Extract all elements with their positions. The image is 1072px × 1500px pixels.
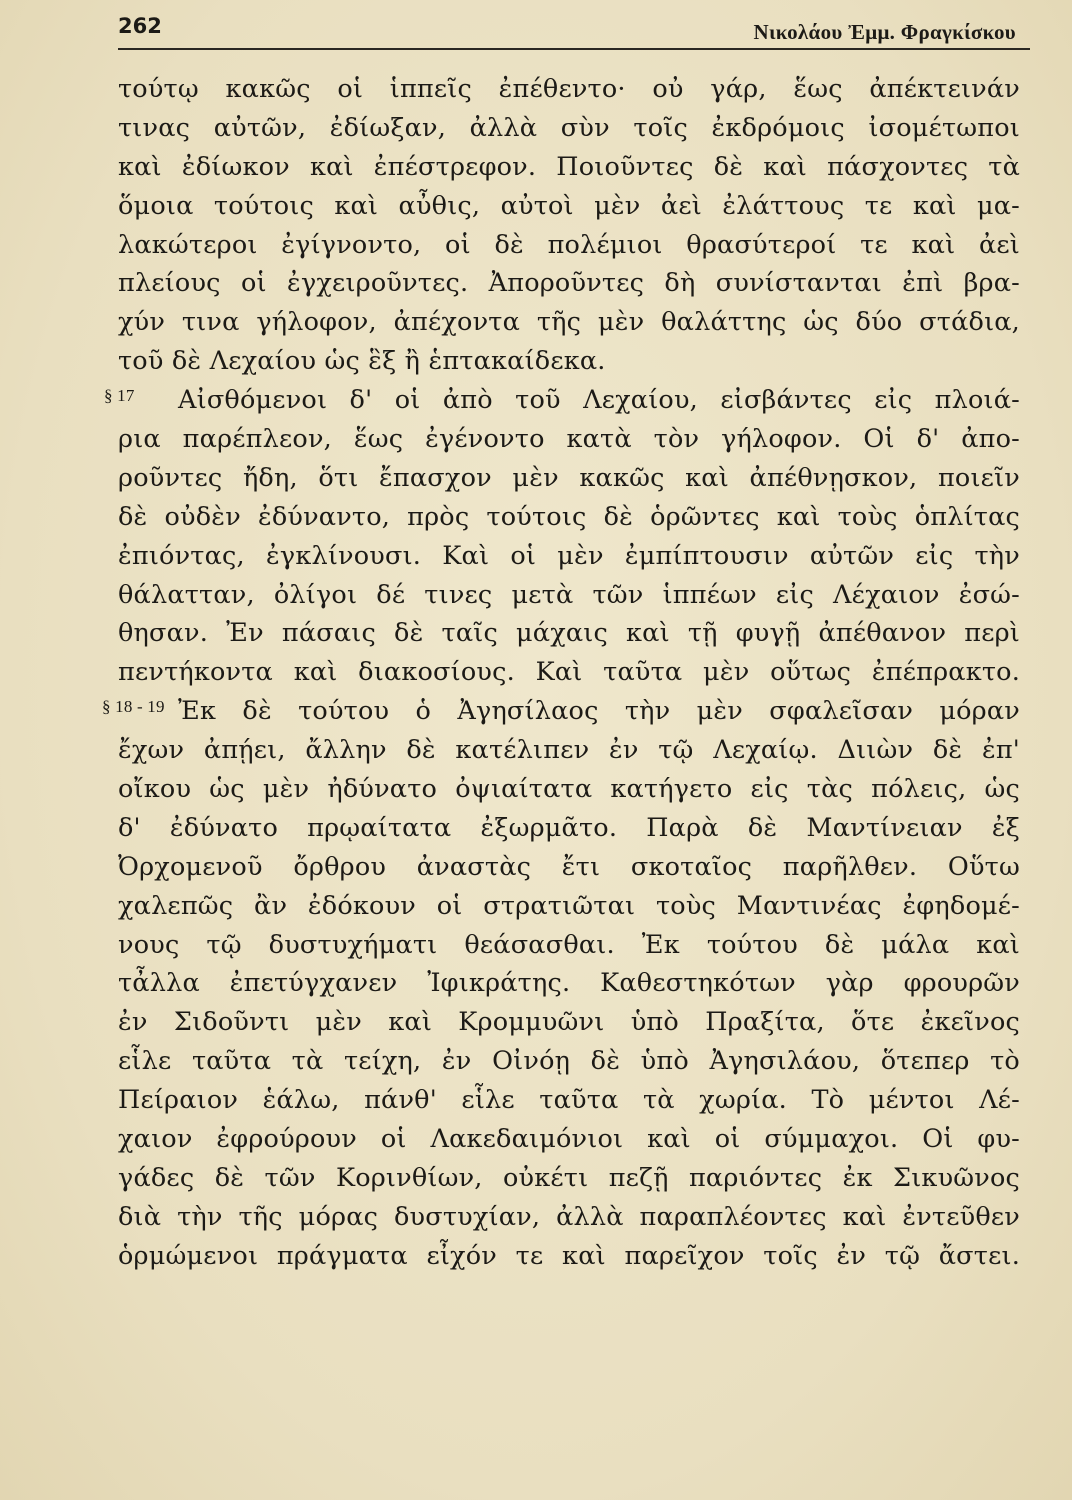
page-number: 262 xyxy=(118,14,162,38)
text-line: § 18 - 19 Ἐκ δὲ τούτου ὁ Ἀγησίλαος τὴν μὲν σφαλεῖσαν μόραν xyxy=(118,692,1020,731)
text-line: πλείους οἱ ἐγχειροῦντες. Ἀποροῦντες δὴ συνίστανται ἐπὶ βρα- xyxy=(118,268,1020,299)
text-line: ἐπιόντας, ἐγκλίνουσι. Καὶ οἱ μὲν ἐμπίπτουσιν αὐτῶν εἰς τὴν xyxy=(118,540,1020,571)
page-header xyxy=(118,14,1020,50)
text-line: τοῦ δὲ Λεχαίου ὡς ἓξ ἢ ἑπτακαίδεκα. xyxy=(118,346,606,377)
text-line: Ὀρχομενοῦ ὄρθρου ἀναστὰς ἔτι σκοταῖος παρῆλθεν. Οὕτω xyxy=(118,851,1020,882)
text-line: § 17 Αἰσθόμενοι δ' οἱ ἀπὸ τοῦ Λεχαίου, εἰσβάντες εἰς πλοιά- xyxy=(118,381,1020,420)
text-line: καὶ ἐδίωκον καὶ ἐπέστρεφον. Ποιοῦντες δὲ καὶ πάσχοντες τὰ xyxy=(118,151,1020,182)
text-line: νους τῷ δυστυχήματι θεάσασθαι. Ἐκ τούτου δὲ μάλα καὶ xyxy=(118,929,1020,960)
text-line: γάδες δὲ τῶν Κορινθίων, οὐκέτι πεζῇ παριόντες ἐκ Σικυῶνος xyxy=(118,1162,1020,1193)
text-line: τούτῳ κακῶς οἱ ἱππεῖς ἐπέθεντο· οὐ γάρ, ἕως ἀπέκτεινάν xyxy=(118,74,1020,104)
text-line: χαιον ἐφρούρουν οἱ Λακεδαιμόνιοι καὶ οἱ σύμμαχοι. Οἱ φυ- xyxy=(118,1124,1020,1155)
text-line: ἔχων ἀπῄει, ἄλλην δὲ κατέλιπεν ἐν τῷ Λεχαίῳ. Διιὼν δὲ ἐπ' xyxy=(118,735,1020,766)
text-line: ἐν Σιδοῦντι μὲν καὶ Κρομμυῶνι ὑπὸ Πραξίτα, ὅτε ἐκεῖνος xyxy=(118,1007,1020,1038)
text-line: χύν τινα γήλοφον, ἀπέχοντα τῆς μὲν θαλάττης ὡς δύο στάδια, xyxy=(118,307,1020,338)
text-line: θησαν. Ἐν πάσαις δὲ ταῖς μάχαις καὶ τῇ φυγῇ ἀπέθανον περὶ xyxy=(118,618,1020,649)
text-line: θάλατταν, ὀλίγοι δέ τινες μετὰ τῶν ἱππέων εἰς Λέχαιον ἐσώ- xyxy=(118,579,1020,610)
text-line: τἆλλα ἐπετύγχανεν Ἰφικράτης. Καθεστηκότων γὰρ φρουρῶν xyxy=(118,968,1020,999)
text-line: Πείραιον ἑάλω, πάνθ' εἷλε ταῦτα τὰ χωρία. Τὸ μέντοι Λέ- xyxy=(118,1085,1020,1116)
text-line: ροῦντες ἤδη, ὅτι ἔπασχον μὲν κακῶς καὶ ἀπέθνῃσκον, ποιεῖν xyxy=(118,462,1020,493)
text-line: οἴκου ὡς μὲν ἠδύνατο ὀψιαίτατα κατήγετο εἰς τὰς πόλεις, ὡς xyxy=(118,774,1020,805)
text-line: δ' ἐδύνατο πρῳαίτατα ἐξωρμᾶτο. Παρὰ δὲ Μαντίνειαν ἐξ xyxy=(118,812,1020,843)
running-head: Νικολάου Ἐμμ. Φραγκίσκου xyxy=(753,20,1016,44)
text-line: λακώτεροι ἐγίγνοντο, οἱ δὲ πολέμιοι θρασύτεροί τε καὶ ἀεὶ xyxy=(118,229,1020,260)
body-text xyxy=(102,70,1020,1276)
text-line: διὰ τὴν τῆς μόρας δυστυχίαν, ἀλλὰ παραπλέοντες καὶ ἐντεῦθεν xyxy=(118,1201,1020,1232)
text-line: ὅμοια τούτοις καὶ αὖθις, αὐτοὶ μὲν ἀεὶ ἐλάττους τε καὶ μα- xyxy=(118,190,1020,221)
text-line: ρια παρέπλεον, ἕως ἐγένοντο κατὰ τὸν γήλοφον. Οἱ δ' ἀπο- xyxy=(118,424,1020,455)
text-line: ὁρμώμενοι πράγματα εἶχόν τε καὶ παρεῖχον τοῖς ἐν τῷ ἄστει. xyxy=(118,1240,1020,1271)
header-rule xyxy=(118,48,1030,50)
text-line: τινας αὐτῶν, ἐδίωξαν, ἀλλὰ σὺν τοῖς ἐκδρόμοις ἰσομέτωποι xyxy=(118,112,1020,143)
text-line: πεντήκοντα καὶ διακοσίους. Καὶ ταῦτα μὲν οὕτως ἐπέπρακτο. xyxy=(118,657,1020,688)
section-marker-17: § 17 xyxy=(104,386,135,406)
text-line: εἷλε ταῦτα τὰ τείχη, ἐν Οἰνόῃ δὲ ὑπὸ Ἀγησιλάου, ὅτεπερ τὸ xyxy=(118,1046,1020,1077)
text-line: δὲ οὐδὲν ἐδύναντο, πρὸς τούτοις δὲ ὁρῶντες καὶ τοὺς ὁπλίτας xyxy=(118,501,1020,532)
text-line: χαλεπῶς ἂν ἐδόκουν οἱ στρατιῶται τοὺς Μαντινέας ἐφηδομέ- xyxy=(118,890,1020,921)
section-marker-18-19: § 18 - 19 xyxy=(102,697,165,717)
